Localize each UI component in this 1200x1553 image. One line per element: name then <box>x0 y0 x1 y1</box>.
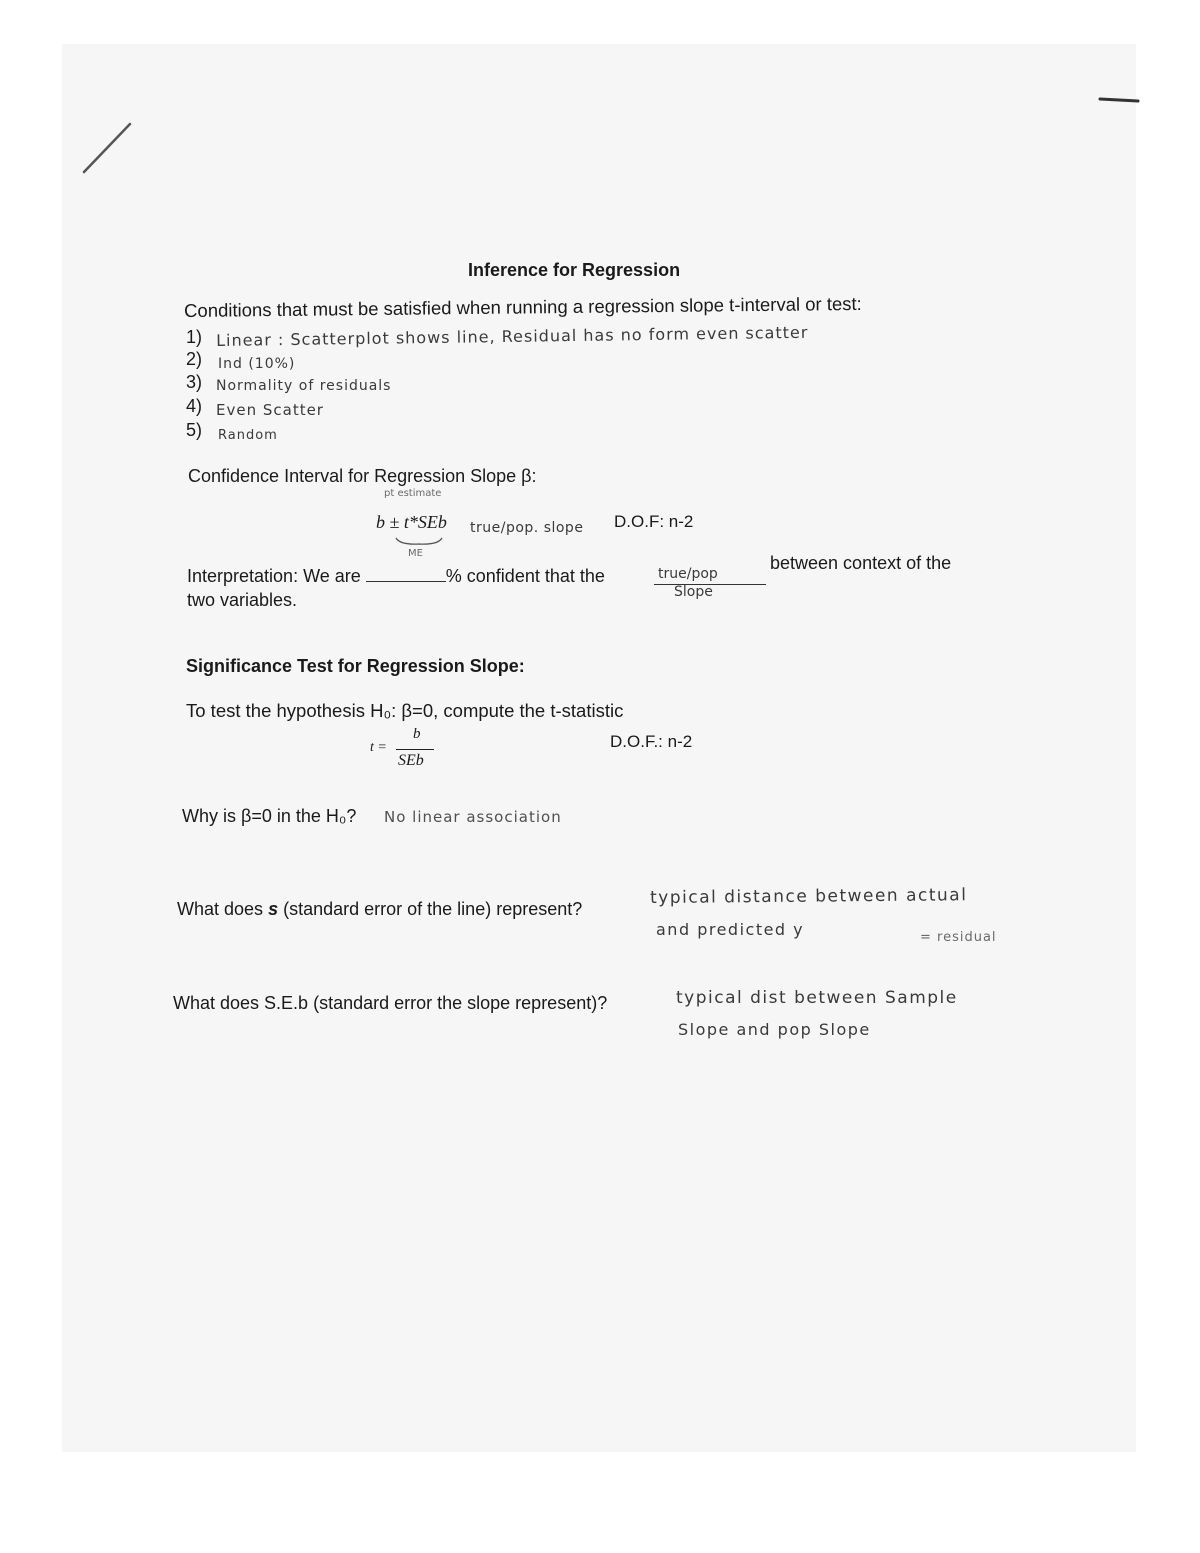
conditions-heading: Conditions that must be satisfied when running a regression slope t-interval or test: <box>184 292 862 321</box>
t-stat-denominator: SEb <box>398 752 424 769</box>
question-null-hypothesis: Why is β=0 in the H₀? <box>182 806 357 826</box>
ci-brace <box>394 536 444 548</box>
interp-suffix: between context of the <box>770 553 952 573</box>
q2-bold-s: s <box>268 899 279 919</box>
condition-number: 3) <box>186 372 203 392</box>
sig-dof: D.O.F.: n-2 <box>610 732 693 751</box>
interp-line2: two variables. <box>187 590 298 610</box>
page-title: Inference for Regression <box>468 260 681 280</box>
t-stat-label: t = <box>370 740 387 755</box>
ci-heading: Confidence Interval for Regression Slope β: <box>188 466 537 486</box>
answer-se-slope-1: typical dist between Sample <box>676 988 958 1008</box>
condition-number: 1) <box>186 327 203 347</box>
answer-null-hypothesis: No linear association <box>384 808 562 826</box>
scanned-paper <box>62 44 1136 1452</box>
interp-prefix: Interpretation: We are <box>187 566 361 586</box>
t-stat-fraction-bar <box>396 749 434 750</box>
condition-answer: Random <box>218 428 278 443</box>
answer-se-line-2: and predicted y <box>656 920 805 939</box>
answer-se-note: = residual <box>920 930 997 945</box>
condition-number: 2) <box>186 349 203 369</box>
interp-mid: % confident that the <box>445 566 605 586</box>
ci-annotation-true-slope: true/pop. slope <box>470 520 584 536</box>
q2-post: (standard error of the line) represent? <box>283 899 583 919</box>
ci-formula: b ± t*SEb <box>376 512 447 532</box>
ci-interpretation <box>187 566 605 587</box>
t-stat-numerator: b <box>413 726 421 742</box>
condition-answer: Normality of residuals <box>216 378 392 394</box>
q2-pre: What does <box>177 899 264 919</box>
interp-fill-true-pop: true/pop <box>658 566 718 582</box>
condition-answer: Ind (10%) <box>218 356 296 372</box>
answer-se-slope-2: Slope and pop Slope <box>678 1020 871 1039</box>
sig-hypothesis: To test the hypothesis H₀: β=0, compute the t-statistic <box>186 700 624 721</box>
condition-answer: Even Scatter <box>216 401 324 419</box>
question-standard-error-slope: What does S.E.b (standard error the slope represent)? <box>173 993 608 1013</box>
pen-stroke-top-right <box>1098 94 1142 106</box>
confidence-level-blank <box>366 581 446 582</box>
ci-dof: D.O.F: n-2 <box>614 512 694 531</box>
ci-annotation-pt-estimate: pt estimate <box>384 488 442 499</box>
sig-heading: Significance Test for Regression Slope: <box>186 656 525 676</box>
ci-annotation-me: ME <box>408 548 423 559</box>
condition-number: 4) <box>186 396 203 416</box>
pen-check-mark <box>78 118 138 178</box>
question-standard-error-line <box>177 899 582 920</box>
interp-fill-slope: Slope <box>674 584 713 600</box>
answer-se-line-1: typical distance between actual <box>650 885 968 908</box>
condition-answer: Linear : Scatterplot shows line, Residual has no form even scatter <box>216 322 809 350</box>
condition-number: 5) <box>186 420 203 440</box>
